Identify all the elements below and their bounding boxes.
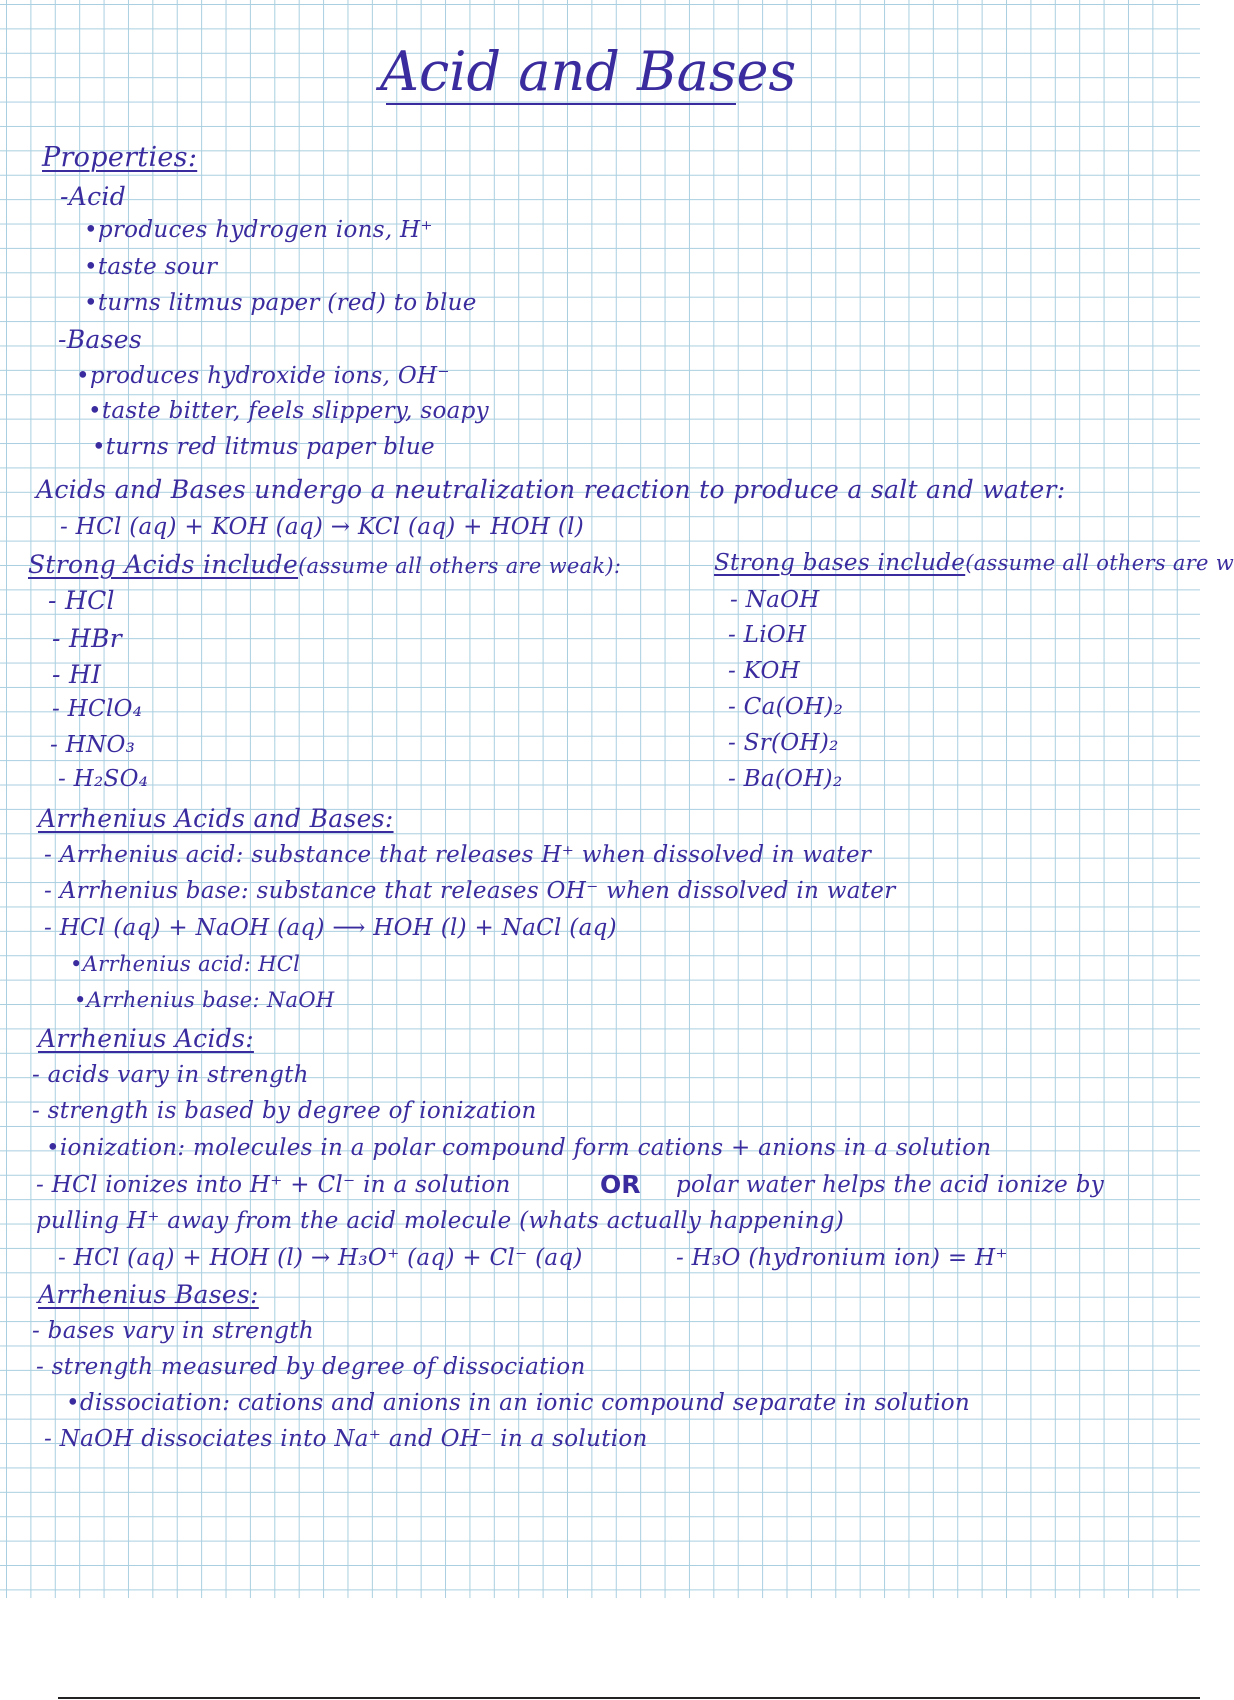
arrhenius-acids-line: •ionization: molecules in a polar compound form cations + anions in a solution [46, 1135, 992, 1161]
acid-label: -Acid [60, 182, 127, 211]
strong-base-item: - LiOH [728, 622, 807, 648]
acid-item: •taste sour [84, 254, 218, 280]
title-underline [386, 103, 736, 105]
strong-acid-item: - HI [52, 660, 102, 689]
strong-acids-note: (assume all others are weak): [298, 554, 622, 578]
arrhenius-acids-line: - strength is based by degree of ionization [32, 1098, 537, 1124]
bases-item: •produces hydroxide ions, OH⁻ [76, 363, 450, 389]
arrhenius-line: •Arrhenius base: NaOH [74, 988, 335, 1012]
acid-item: •produces hydrogen ions, H⁺ [84, 217, 433, 243]
arrhenius-acids-heading: Arrhenius Acids: [38, 1024, 254, 1053]
arrhenius-line: - HCl (aq) + NaOH (aq) ⟶ HOH (l) + NaCl (aq) [44, 915, 617, 941]
strong-base-item: - NaOH [730, 587, 820, 613]
properties-heading: Properties: [42, 142, 198, 173]
hydronium-note: - H₃O (hydronium ion) = H⁺ [676, 1245, 1008, 1271]
arrhenius-bases-heading: Arrhenius Bases: [38, 1280, 259, 1309]
bases-item: •taste bitter, feels slippery, soapy [88, 398, 489, 424]
strong-acid-item: - HBr [52, 624, 123, 653]
arrhenius-line: - Arrhenius acid: substance that releases H⁺ when dissolved in water [44, 842, 872, 868]
strong-base-item: - KOH [728, 658, 801, 684]
arrhenius-bases-line: - NaOH dissociates into Na⁺ and OH⁻ in a solution [44, 1426, 648, 1452]
arrhenius-heading: Arrhenius Acids and Bases: [38, 804, 394, 833]
neutralization-equation: - HCl (aq) + KOH (aq) → KCl (aq) + HOH (l) [60, 514, 585, 540]
strong-base-item: - Ca(OH)₂ [728, 694, 844, 720]
strong-acid-item: - H₂SO₄ [58, 766, 149, 792]
arrhenius-line: •Arrhenius acid: HCl [70, 952, 301, 976]
arrhenius-acids-or-text: polar water helps the acid ionize by [676, 1172, 1105, 1198]
arrhenius-line: - Arrhenius base: substance that releases OH⁻ when dissolved in water [44, 878, 896, 904]
strong-acid-item: - HCl [48, 586, 115, 615]
page-title: Acid and Bases [380, 40, 797, 103]
page-bottom-rule [58, 1697, 1200, 1699]
arrhenius-bases-line: - strength measured by degree of dissociation [36, 1354, 586, 1380]
arrhenius-acids-line: - HCl ionizes into H⁺ + Cl⁻ in a solution [36, 1172, 511, 1198]
acid-item: •turns litmus paper (red) to blue [84, 290, 477, 316]
bases-label: -Bases [58, 325, 142, 354]
arrhenius-acids-line: - acids vary in strength [32, 1062, 309, 1088]
strong-acid-item: - HNO₃ [50, 732, 136, 758]
strong-base-item: - Sr(OH)₂ [728, 730, 839, 756]
strong-bases-heading-line [714, 550, 1234, 576]
strong-acid-item: - HClO₄ [52, 696, 143, 722]
arrhenius-bases-line: •dissociation: cations and anions in an ionic compound separate in solution [66, 1390, 970, 1416]
or-label: OR [600, 1170, 641, 1199]
arrhenius-acids-equation: - HCl (aq) + HOH (l) → H₃O⁺ (aq) + Cl⁻ (aq) [58, 1245, 583, 1271]
strong-acids-heading: Strong Acids include [28, 550, 299, 579]
strong-base-item: - Ba(OH)₂ [728, 766, 843, 792]
bases-item: •turns red litmus paper blue [92, 434, 435, 460]
neutralization-text: Acids and Bases undergo a neutralization reaction to produce a salt and water: [36, 475, 1066, 504]
arrhenius-bases-line: - bases vary in strength [32, 1318, 314, 1344]
strong-bases-note: (assume all others are w [965, 551, 1234, 575]
strong-bases-heading: Strong bases include [714, 550, 966, 576]
strong-acids-heading-line [28, 550, 621, 579]
arrhenius-acids-continued: pulling H⁺ away from the acid molecule (whats actually happening) [36, 1208, 845, 1234]
